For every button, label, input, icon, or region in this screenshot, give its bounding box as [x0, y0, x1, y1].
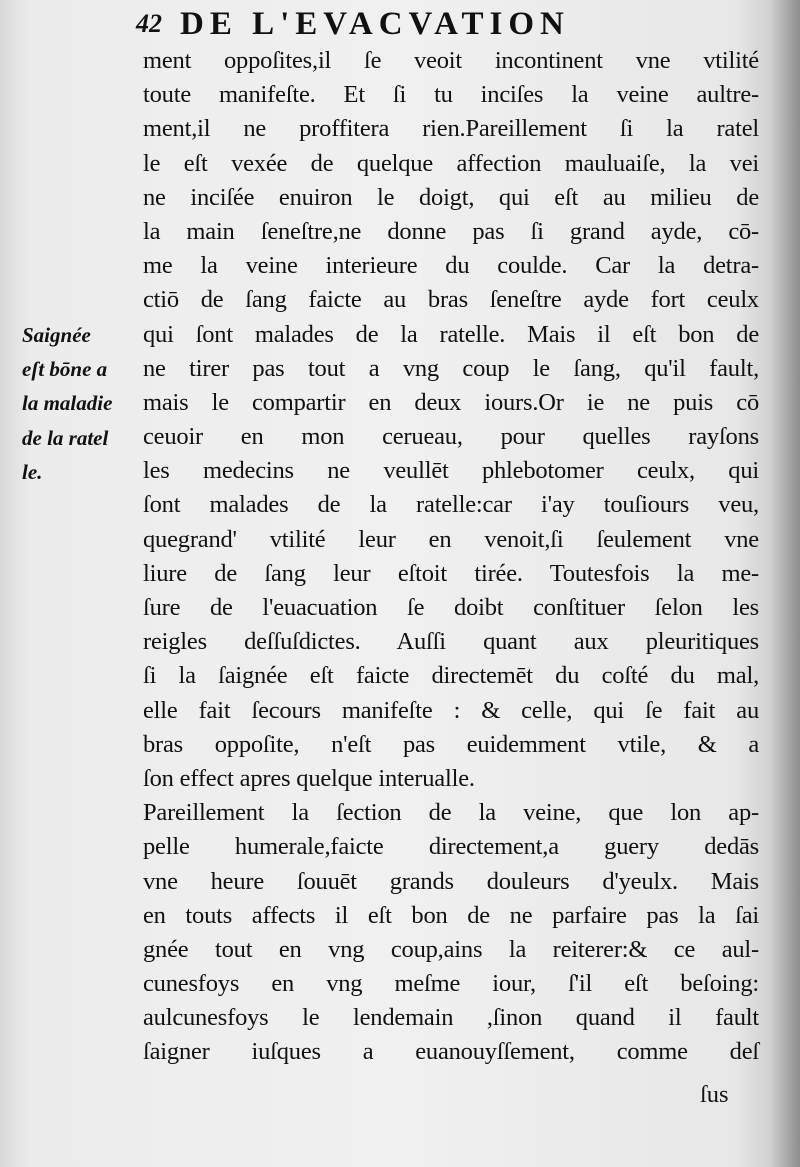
- text-line: elle fait ſecours manifeſte : & celle, qui ſe fait au: [143, 696, 759, 724]
- text-line: ceuoir en mon cerueau, pour quelles rayſons: [143, 423, 759, 451]
- text-line: toute manifeſte. Et ſi tu inciſes la veine aultre-: [143, 81, 759, 109]
- text-line: me la veine interieure du coulde. Car la detra-: [143, 252, 759, 280]
- page-number: 42: [136, 9, 162, 38]
- text-line: la main ſeneſtre,ne donne pas ſi grand ayde, cō-: [143, 217, 759, 245]
- text-line: liure de ſang leur eſtoit tirée. Toutesfois la me-: [143, 559, 759, 587]
- page-header: [136, 2, 756, 46]
- text-line: ne inciſée enuiron le doigt, qui eſt au milieu de: [143, 183, 759, 211]
- text-line: ment oppoſites,il ſe veoit incontinent vne vtilité: [143, 47, 759, 74]
- text-line: ſure de l'euacuation ſe doibt conſtituer ſelon les: [143, 594, 759, 621]
- text-line: ſaigner iuſques a euanouyſſement, comme deſ: [143, 1038, 759, 1066]
- text-line: quegrand' vtilité leur en venoit,ſi ſeulement vne: [143, 525, 759, 553]
- text-line: en touts affects il eſt bon de ne parfaire pas la ſai: [143, 901, 759, 929]
- text-line: pelle humerale,faicte directement,a guery dedās: [143, 833, 759, 861]
- marginal-note-line: la maladie: [22, 391, 113, 416]
- text-line: les medecins ne veullēt phlebotomer ceulx, qui: [143, 457, 759, 485]
- catchword: ſus: [700, 1081, 729, 1108]
- marginal-note: [22, 318, 144, 489]
- text-line: bras oppoſite, n'eſt pas euidemment vtile, & a: [143, 730, 759, 758]
- text-line: Pareillement la ſection de la veine, que lon ap-: [143, 799, 759, 827]
- running-title: DE L'EVACVATION: [180, 5, 570, 42]
- marginal-note-line: de la ratel: [22, 425, 109, 450]
- text-line: cunesfoys en vng meſme iour, ſ'il eſt beſoing:: [143, 970, 759, 998]
- marginal-note-line: Saignée: [22, 323, 91, 347]
- text-line: ment,il ne proffitera rien.Pareillement ſi la ratel: [143, 115, 759, 143]
- text-line: mais le compartir en deux iours.Or ie ne puis cō: [143, 388, 759, 416]
- text-line: ctiō de ſang faicte au bras ſeneſtre ayde fort ceulx: [143, 286, 759, 314]
- text-line: gnée tout en vng coup,ains la reiterer:& ce aul-: [143, 935, 759, 963]
- marginal-note-line: eſt bōne a: [22, 357, 108, 382]
- text-line: reigles deſſuſdictes. Auſſi quant aux pleuritiques: [143, 628, 759, 656]
- gutter-shadow: [770, 0, 800, 1167]
- text-line: aulcunesfoys le lendemain ,ſinon quand il fault: [143, 1004, 759, 1032]
- text-line: vne heure ſouuēt grands douleurs d'yeulx. Mais: [143, 867, 759, 895]
- text-line: le eſt vexée de quelque affection mauluaiſe, la vei: [143, 149, 759, 177]
- body-text: [143, 44, 759, 1070]
- marginal-note-line: le.: [22, 459, 43, 484]
- text-line: ſont malades de la ratelle:car i'ay touſiours veu,: [143, 491, 759, 519]
- text-line: ſon effect apres quelque interualle.: [143, 764, 475, 792]
- text-line: ne tirer pas tout a vng coup le ſang, qu'il fault,: [143, 354, 759, 382]
- text-line: ſi la ſaignée eſt faicte directemēt du coſté du mal,: [143, 662, 759, 690]
- text-line: qui ſont malades de la ratelle. Mais il eſt bon de: [143, 320, 759, 348]
